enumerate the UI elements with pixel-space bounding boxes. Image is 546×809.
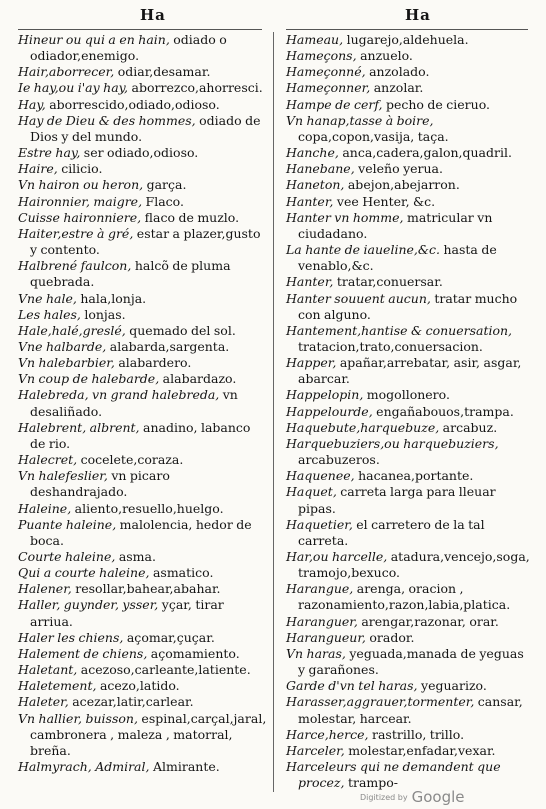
entry-definition: aliento,resuello,huelgo.: [74, 500, 224, 516]
entry-definition: estar a plazer,gusto y contento.: [30, 225, 261, 258]
entry-headword: Happelourde,: [286, 403, 373, 419]
entry-headword: Harquebuziers,ou harquebuziers,: [286, 435, 499, 451]
entry-headword: Hineur ou qui a en hain,: [18, 32, 170, 47]
entry-definition: vee Henter, &c.: [336, 193, 436, 209]
entry-definition: malolencia, hedor de boca.: [30, 516, 252, 548]
entry-headword: Hameçonner,: [286, 80, 371, 96]
entry-headword: Halener,: [18, 581, 72, 597]
entry-headword: Haquebute,harquebuze,: [286, 419, 440, 435]
dictionary-entry: [18, 711, 268, 759]
dictionary-entry: [286, 177, 534, 193]
entry-headword: Halbrené faulcon,: [18, 258, 132, 274]
entry-definition: atadura,vencejo,soga, tramojo,bexuco.: [298, 549, 530, 581]
watermark-brand: Google: [411, 788, 465, 806]
entry-headword: Haneton,: [286, 177, 345, 193]
entry-definition: ser odiado,odioso.: [83, 145, 199, 161]
entry-headword: Harceler,: [286, 742, 345, 758]
dictionary-entry: [286, 355, 534, 387]
entry-headword: Hameçons,: [286, 48, 357, 64]
entry-definition: resollar,bahear,abahar.: [75, 581, 221, 597]
dictionary-entry: [286, 194, 534, 210]
entry-definition: orador.: [369, 629, 415, 645]
entry-definition: vn desaliñado.: [30, 387, 238, 419]
dictionary-entry: [286, 420, 534, 436]
dictionary-entry: [286, 32, 534, 48]
entry-definition: alabarda,sargenta.: [109, 338, 230, 354]
entry-headword: Hameçonné,: [286, 64, 366, 80]
entry-headword: Puante haleine,: [18, 516, 117, 532]
dictionary-entry: [18, 549, 268, 565]
entry-definition: molestar,enfadar,vexar.: [348, 742, 496, 758]
entry-headword: Hale,halé,greslé,: [18, 322, 126, 338]
entry-headword: Harceleurs qui ne demandent que procez,: [286, 759, 501, 791]
entry-definition: tratar,conuersar.: [336, 274, 443, 290]
dictionary-entry: [18, 646, 268, 662]
entry-definition: cansar, molestar, harcear.: [298, 694, 523, 726]
entry-headword: Haletant,: [18, 662, 78, 678]
dictionary-entry: [18, 501, 268, 517]
entry-headword: Vn haras,: [286, 645, 346, 661]
entry-headword: Vne hale,: [18, 290, 77, 306]
dictionary-entry: [18, 694, 268, 710]
entry-headword: Cuisse haironniere,: [18, 209, 142, 225]
dictionary-entry: [286, 48, 534, 64]
dictionary-entry: [286, 484, 534, 516]
dictionary-entry: [18, 387, 268, 419]
entry-headword: Haquetier,: [286, 516, 353, 532]
dictionary-entry: [18, 581, 268, 597]
entry-headword: Hair,aborrecer,: [18, 64, 115, 80]
entry-definition: tratar mucho con alguno.: [298, 290, 518, 322]
entry-definition: hacanea,portante.: [358, 468, 474, 484]
entry-definition: açomar,çuçar.: [126, 629, 215, 645]
entry-definition: anca,cadera,galon,quadril.: [342, 145, 512, 161]
dictionary-entry: [18, 32, 268, 64]
entry-headword: Har,ou harcelle,: [286, 549, 388, 564]
entry-headword: Vn hanap,tasse à boire,: [286, 112, 434, 128]
dictionary-entry: [18, 80, 268, 96]
entry-headword: Harasser,aggrauer,tormenter,: [286, 694, 475, 710]
entry-headword: Hanter vn homme,: [286, 209, 404, 225]
entry-headword: Halmyrach, Admiral,: [18, 759, 150, 775]
entry-definition: lugarejo,aldehuela.: [346, 32, 469, 47]
entry-headword: Haleine,: [18, 500, 72, 516]
entry-headword: Haiter,estre à gré,: [18, 225, 134, 241]
entry-definition: alabardazo.: [162, 371, 237, 387]
entry-headword: Harce,herce,: [286, 726, 369, 742]
dictionary-entry: [18, 291, 268, 307]
entry-definition: espinal,carçal,jaral, cambronera , maleza , matorral, breña.: [30, 710, 267, 758]
digitized-watermark: [360, 788, 465, 806]
entry-definition: yeguarizo.: [421, 678, 487, 694]
dictionary-entry: [286, 759, 534, 791]
entry-definition: arengar,razonar, orar.: [361, 613, 499, 629]
dictionary-entry: [18, 177, 268, 193]
entry-definition: yçar, tirar arriua.: [30, 597, 224, 629]
dictionary-entry: [286, 614, 534, 630]
entry-definition: odiar,desamar.: [117, 64, 211, 80]
left-column: [18, 32, 268, 775]
entry-definition: halcõ de pluma quebrada.: [30, 258, 231, 290]
entry-headword: Haller, guynder, ysser,: [18, 597, 159, 613]
dictionary-entry: [18, 468, 268, 500]
entry-definition: carreta larga para lleuar pipas.: [298, 484, 496, 516]
entry-headword: Hantement,hantise & conuersation,: [286, 322, 513, 338]
entry-definition: aborrezco,ahorresci.: [131, 80, 263, 96]
entry-headword: Haire,: [18, 161, 58, 177]
entry-definition: el carretero de la tal carreta.: [298, 516, 485, 548]
entry-definition: anzuelo.: [360, 48, 413, 64]
entry-definition: lonjas.: [84, 306, 126, 322]
dictionary-entry: [18, 355, 268, 371]
entry-definition: asma.: [118, 549, 156, 564]
entry-headword: Les hales,: [18, 306, 81, 322]
column-divider: [273, 32, 274, 792]
entry-headword: Hay de Dieu & des hommes,: [18, 112, 196, 128]
dictionary-entry: [18, 145, 268, 161]
dictionary-entry: [18, 452, 268, 468]
entry-headword: Hanche,: [286, 145, 339, 161]
entry-definition: aborrescido,odiado,odioso.: [49, 96, 220, 112]
entry-headword: Halement de chiens,: [18, 645, 148, 661]
entry-headword: La hante de iaueline,&c.: [286, 242, 440, 258]
dictionary-entry: [18, 630, 268, 646]
entry-headword: Haletement,: [18, 678, 97, 694]
entry-headword: Courte haleine,: [18, 549, 116, 564]
dictionary-entry: [286, 210, 534, 242]
dictionary-entry: [18, 517, 268, 549]
dictionary-entry: [286, 97, 534, 113]
entry-definition: matricular vn ciudadano.: [298, 209, 493, 241]
dictionary-entry: [286, 323, 534, 355]
dictionary-entry: [286, 145, 534, 161]
entry-definition: arcabuzeros.: [298, 452, 380, 468]
entry-headword: Haironnier, maigre,: [18, 193, 143, 209]
dictionary-entry: [286, 80, 534, 96]
entry-definition: asmatico.: [152, 565, 214, 581]
entry-headword: Garde d'vn tel haras,: [286, 678, 418, 694]
entry-definition: acezar,latir,carlear.: [72, 694, 194, 710]
watermark-prefix: Digitized by: [360, 793, 408, 802]
dictionary-entry: [286, 743, 534, 759]
entry-headword: Haleter,: [18, 694, 69, 710]
entry-headword: Vn coup de halebarde,: [18, 371, 160, 387]
entry-definition: hala,lonja.: [80, 290, 147, 306]
dictionary-entry: [286, 694, 534, 726]
dictionary-entry: [18, 194, 268, 210]
running-header-right: Ha: [405, 6, 431, 24]
dictionary-entry: [18, 420, 268, 452]
dictionary-entry: [286, 468, 534, 484]
entry-definition: anzolar.: [373, 80, 424, 96]
dictionary-entry: [286, 436, 534, 468]
dictionary-entry: [286, 581, 534, 613]
entry-headword: Hampe de cerf,: [286, 96, 383, 112]
dictionary-entry: [18, 161, 268, 177]
dictionary-entry: [286, 242, 534, 274]
entry-headword: Halebreda, vn grand halebreda,: [18, 387, 220, 403]
entry-headword: Harangue,: [286, 581, 354, 597]
dictionary-entry: [286, 727, 534, 743]
entry-headword: Vn hairon ou heron,: [18, 177, 144, 193]
entry-definition: Almirante.: [152, 759, 220, 775]
entry-definition: copa,copon,vasija, taça.: [298, 128, 449, 144]
dictionary-entry: [286, 113, 534, 145]
entry-definition: pecho de cieruo.: [385, 96, 490, 112]
dictionary-entry: [286, 161, 534, 177]
header-rule-left: [18, 29, 262, 30]
entry-headword: Happer,: [286, 355, 337, 371]
dictionary-entry: [286, 387, 534, 403]
entry-definition: rastrillo, trillo.: [371, 726, 465, 742]
entry-definition: tratacion,trato,conuersacion.: [298, 338, 483, 354]
entry-definition: apañar,arrebatar, asir, asgar, abarcar.: [298, 355, 522, 387]
entry-definition: veleño yerua.: [358, 161, 443, 177]
dictionary-entry: [286, 646, 534, 678]
entry-headword: Happelopin,: [286, 387, 364, 403]
dictionary-entry: [286, 630, 534, 646]
dictionary-entry: [18, 565, 268, 581]
entry-definition: cilicio.: [61, 161, 103, 177]
entry-headword: Haranguer,: [286, 613, 358, 629]
entry-definition: quemado del sol.: [129, 322, 236, 338]
running-header-left: Ha: [140, 6, 166, 24]
entry-headword: Vne halbarde,: [18, 338, 107, 354]
entry-headword: Hanebane,: [286, 161, 355, 177]
dictionary-entry: [18, 210, 268, 226]
dictionary-entry: [18, 678, 268, 694]
entry-headword: Hanter souuent aucun,: [286, 290, 431, 306]
entry-definition: Flaco.: [145, 193, 184, 209]
entry-definition: arcabuz.: [442, 419, 498, 435]
entry-headword: Hameau,: [286, 32, 344, 47]
entry-definition: garça.: [146, 177, 187, 193]
entry-definition: vn picaro deshandrajado.: [30, 468, 170, 500]
entry-headword: Estre hay,: [18, 145, 81, 161]
dictionary-entry: [286, 404, 534, 420]
entry-definition: odiado de Dios y del mundo.: [30, 112, 261, 144]
dictionary-entry: [18, 339, 268, 355]
right-column: [286, 32, 534, 791]
entry-definition: acezoso,carleante,latiente.: [80, 662, 251, 678]
dictionary-entry: [18, 759, 268, 775]
dictionary-entry: [18, 597, 268, 629]
dictionary-entry: [286, 291, 534, 323]
entry-headword: Haquet,: [286, 484, 337, 500]
entry-headword: Hanter,: [286, 193, 334, 209]
entry-definition: arenga, oracion , razonamiento,razon,labia,platica.: [298, 581, 511, 613]
entry-headword: Vn hallier, buisson,: [18, 710, 138, 726]
entry-headword: Halebrent, albrent,: [18, 419, 140, 435]
entry-headword: Hay,: [18, 96, 46, 112]
dictionary-entry: [18, 307, 268, 323]
entry-definition: abejon,abejarron.: [347, 177, 460, 193]
entry-definition: anzolado.: [369, 64, 430, 80]
dictionary-entry: [18, 64, 268, 80]
entry-headword: Qui a courte haleine,: [18, 565, 150, 581]
entry-definition: yeguada,manada de yeguas y garañones.: [298, 645, 524, 678]
entry-headword: Harangueur,: [286, 629, 366, 645]
dictionary-entry: [18, 371, 268, 387]
dictionary-entry: [18, 662, 268, 678]
dictionary-entry: [286, 64, 534, 80]
entry-definition: alabardero.: [118, 355, 192, 371]
dictionary-entry: [18, 258, 268, 290]
header-rule-right: [286, 29, 528, 30]
entry-definition: mogollonero.: [366, 387, 450, 403]
entry-definition: flaco de muzlo.: [144, 209, 240, 225]
entry-headword: Halecret,: [18, 452, 78, 468]
entry-headword: Vn halefeslier,: [18, 468, 108, 484]
dictionary-entry: [18, 226, 268, 258]
dictionary-entry: [286, 274, 534, 290]
entry-definition: açomamiento.: [150, 645, 240, 661]
entry-headword: Haquenee,: [286, 468, 355, 484]
entry-definition: hasta de venablo,&c.: [298, 242, 497, 274]
entry-definition: cocelete,coraza.: [80, 452, 184, 468]
dictionary-entry: [286, 517, 534, 549]
entry-headword: Hanter,: [286, 274, 334, 290]
dictionary-entry: [18, 97, 268, 113]
entry-headword: Ie hay,ou i'ay hay,: [18, 80, 129, 96]
dictionary-entry: [286, 678, 534, 694]
entry-definition: anadino, labanco de rio.: [30, 419, 251, 451]
entry-definition: trampo-: [347, 775, 399, 791]
entry-headword: Vn halebarbier,: [18, 355, 115, 371]
entry-headword: Haler les chiens,: [18, 629, 124, 645]
dictionary-entry: [18, 323, 268, 339]
entry-definition: acezo,latido.: [99, 678, 180, 694]
entry-definition: odiado o odiador,enemigo.: [30, 32, 227, 64]
entry-definition: engañabouos,trampa.: [376, 403, 514, 419]
dictionary-entry: [18, 113, 268, 145]
dictionary-entry: [286, 549, 534, 581]
